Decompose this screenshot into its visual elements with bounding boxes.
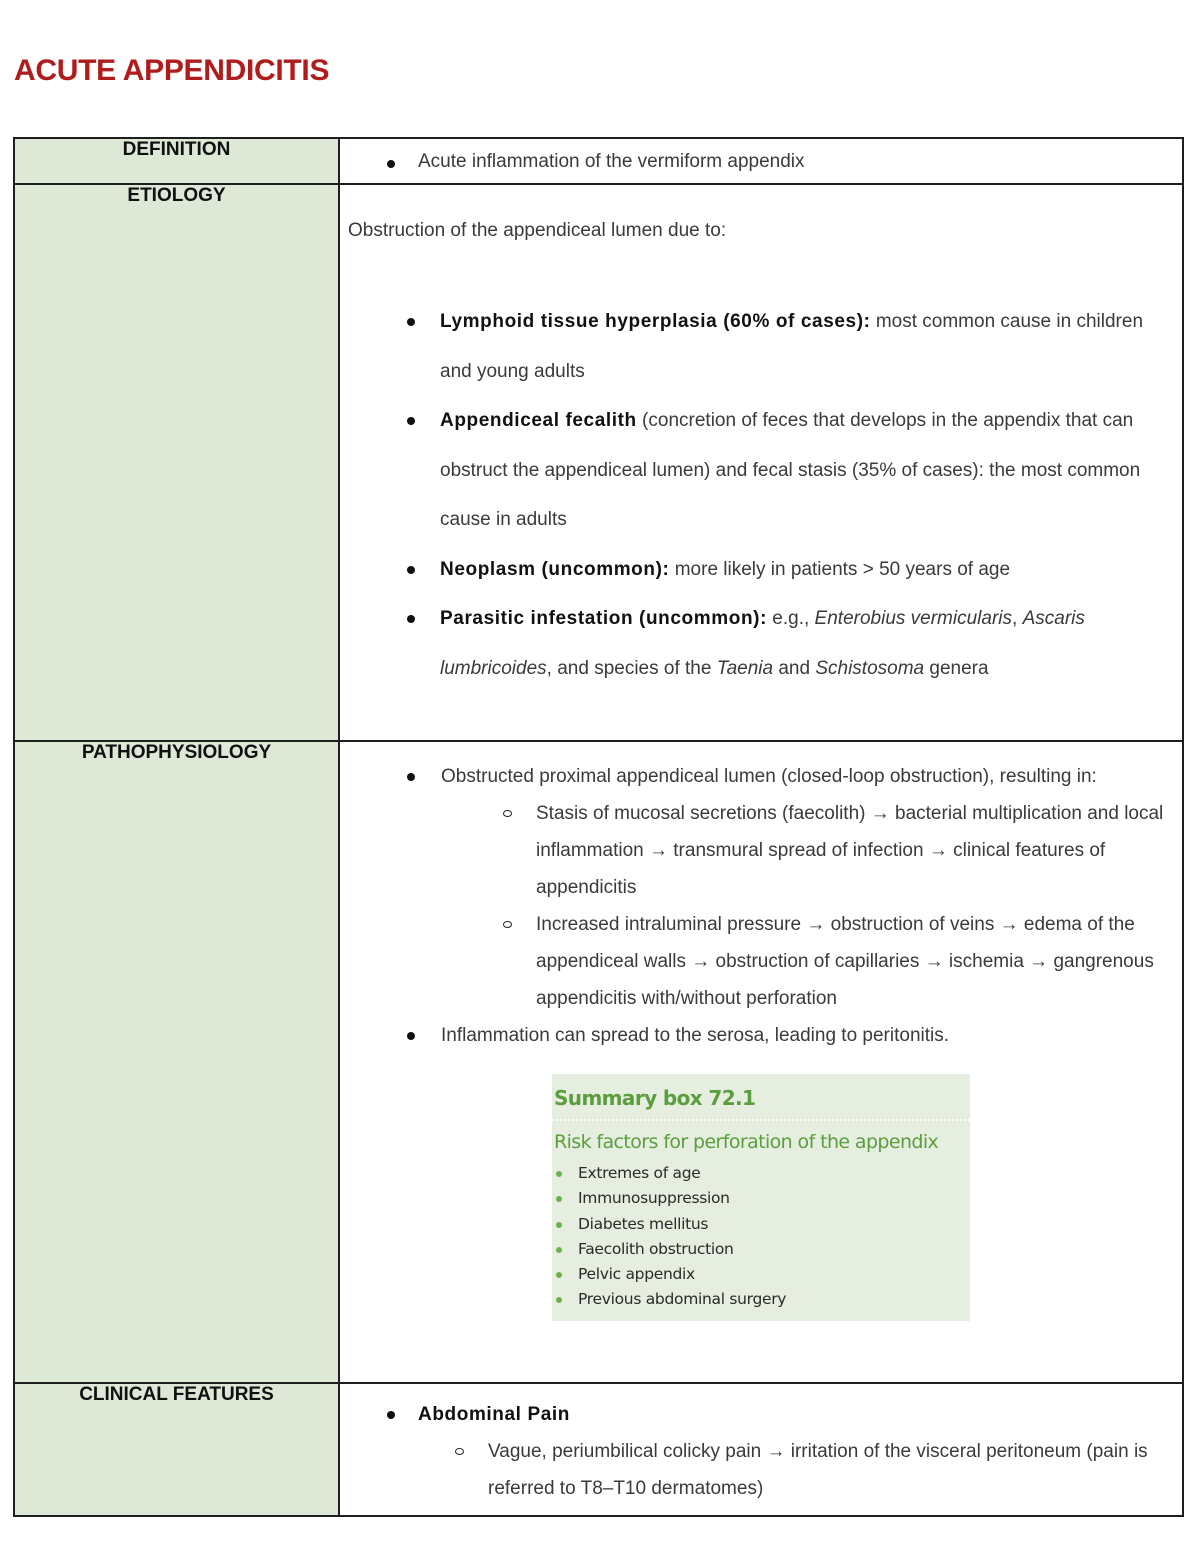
list-item-text: (concretion of feces that develops in the appendix that can obstruct the appendiceal lumen) and fecal stasis (35% of cases): the most common cause in adults	[440, 410, 1141, 530]
sub-list-item: Stasis of mucosal secretions (faecolith) → bacterial multiplication and local inflammation → transmural spread of infection → clinical features of appendicitis	[536, 795, 1168, 906]
summary-box-title: Summary box 72.1	[554, 1086, 756, 1110]
summary-box-list	[578, 1161, 786, 1313]
pathophysiology-list	[441, 758, 1182, 1054]
definition-row	[14, 138, 1183, 184]
summary-box-subtitle: Risk factors for perforation of the appendix	[554, 1131, 939, 1153]
list-item-text: more likely in patients > 50 years of age	[669, 558, 1011, 580]
sub-list-item: Increased intraluminal pressure → obstruction of veins → edema of the appendiceal walls → obstruction of capillaries → ischemia → gangrenous appendicitis with/without perforation	[536, 906, 1168, 1017]
pathophysiology-row	[14, 741, 1183, 1383]
list-item-text: , and species of the	[546, 657, 717, 679]
list-item-italic: Enterobius vermicularis	[814, 608, 1013, 629]
list-item-text: ,	[1012, 608, 1023, 629]
list-item-bold: Abdominal Pain	[418, 1404, 570, 1425]
list-item	[440, 396, 1162, 545]
list-item-bold: Neoplasm (uncommon):	[440, 558, 670, 580]
clinical-features-list	[418, 1396, 1182, 1507]
list-item-italic: Ascaris lumbricoides	[440, 608, 1085, 679]
clinical-features-heading: CLINICAL FEATURES	[14, 1383, 339, 1516]
list-item: Obstructed proximal appendiceal lumen (closed-loop obstruction), resulting in:	[441, 758, 1168, 795]
definition-heading: DEFINITION	[14, 138, 339, 184]
list-item-text: genera	[924, 657, 989, 679]
pathophysiology-heading: PATHOPHYSIOLOGY	[14, 741, 339, 1383]
etiology-list	[440, 297, 1182, 693]
list-item-bold: Parasitic infestation (uncommon):	[440, 608, 768, 629]
etiology-heading: ETIOLOGY	[14, 184, 339, 741]
definition-item: Acute inflammation of the vermiform appendix	[418, 151, 1182, 173]
sub-list	[536, 795, 1168, 1017]
list-item-bold: Lymphoid tissue hyperplasia (60% of cases):	[440, 311, 871, 332]
summary-box-item: Diabetes mellitus	[578, 1212, 786, 1237]
list-item-text: and	[773, 657, 816, 679]
list-item-text: most common cause in children and young adults	[440, 311, 1144, 382]
summary-box-divider	[552, 1119, 970, 1121]
list-item-text: e.g.,	[767, 608, 815, 629]
summary-box-image	[552, 1074, 970, 1321]
list-item	[440, 297, 1162, 396]
sub-list	[488, 1433, 1168, 1507]
etiology-content	[339, 184, 1183, 741]
etiology-row	[14, 184, 1183, 741]
clinical-features-content	[339, 1383, 1183, 1516]
pathophysiology-content	[339, 741, 1183, 1383]
clinical-features-row	[14, 1383, 1183, 1516]
notes-table	[13, 137, 1184, 1517]
list-item-bold: Appendiceal fecalith	[440, 410, 637, 431]
list-item-italic: Schistosoma	[815, 657, 925, 679]
summary-box-item: Extremes of age	[578, 1161, 786, 1186]
list-item	[440, 594, 1162, 693]
list-item	[418, 1396, 1168, 1433]
summary-box-item: Previous abdominal surgery	[578, 1287, 786, 1312]
page-title: ACUTE APPENDICITIS	[14, 54, 330, 87]
summary-box-item: Pelvic appendix	[578, 1262, 786, 1287]
summary-box-item: Faecolith obstruction	[578, 1237, 786, 1262]
list-item-italic: Taenia	[716, 657, 774, 679]
list-item: Inflammation can spread to the serosa, leading to peritonitis.	[441, 1017, 1168, 1054]
sub-list-item: Vague, periumbilical colicky pain → irritation of the visceral peritoneum (pain is referred to T8–T10 dermatomes)	[488, 1433, 1168, 1507]
definition-content	[339, 138, 1183, 184]
etiology-intro: Obstruction of the appendiceal lumen due to:	[348, 220, 727, 241]
list-item	[440, 545, 1162, 595]
summary-box-item: Immunosuppression	[578, 1186, 786, 1211]
